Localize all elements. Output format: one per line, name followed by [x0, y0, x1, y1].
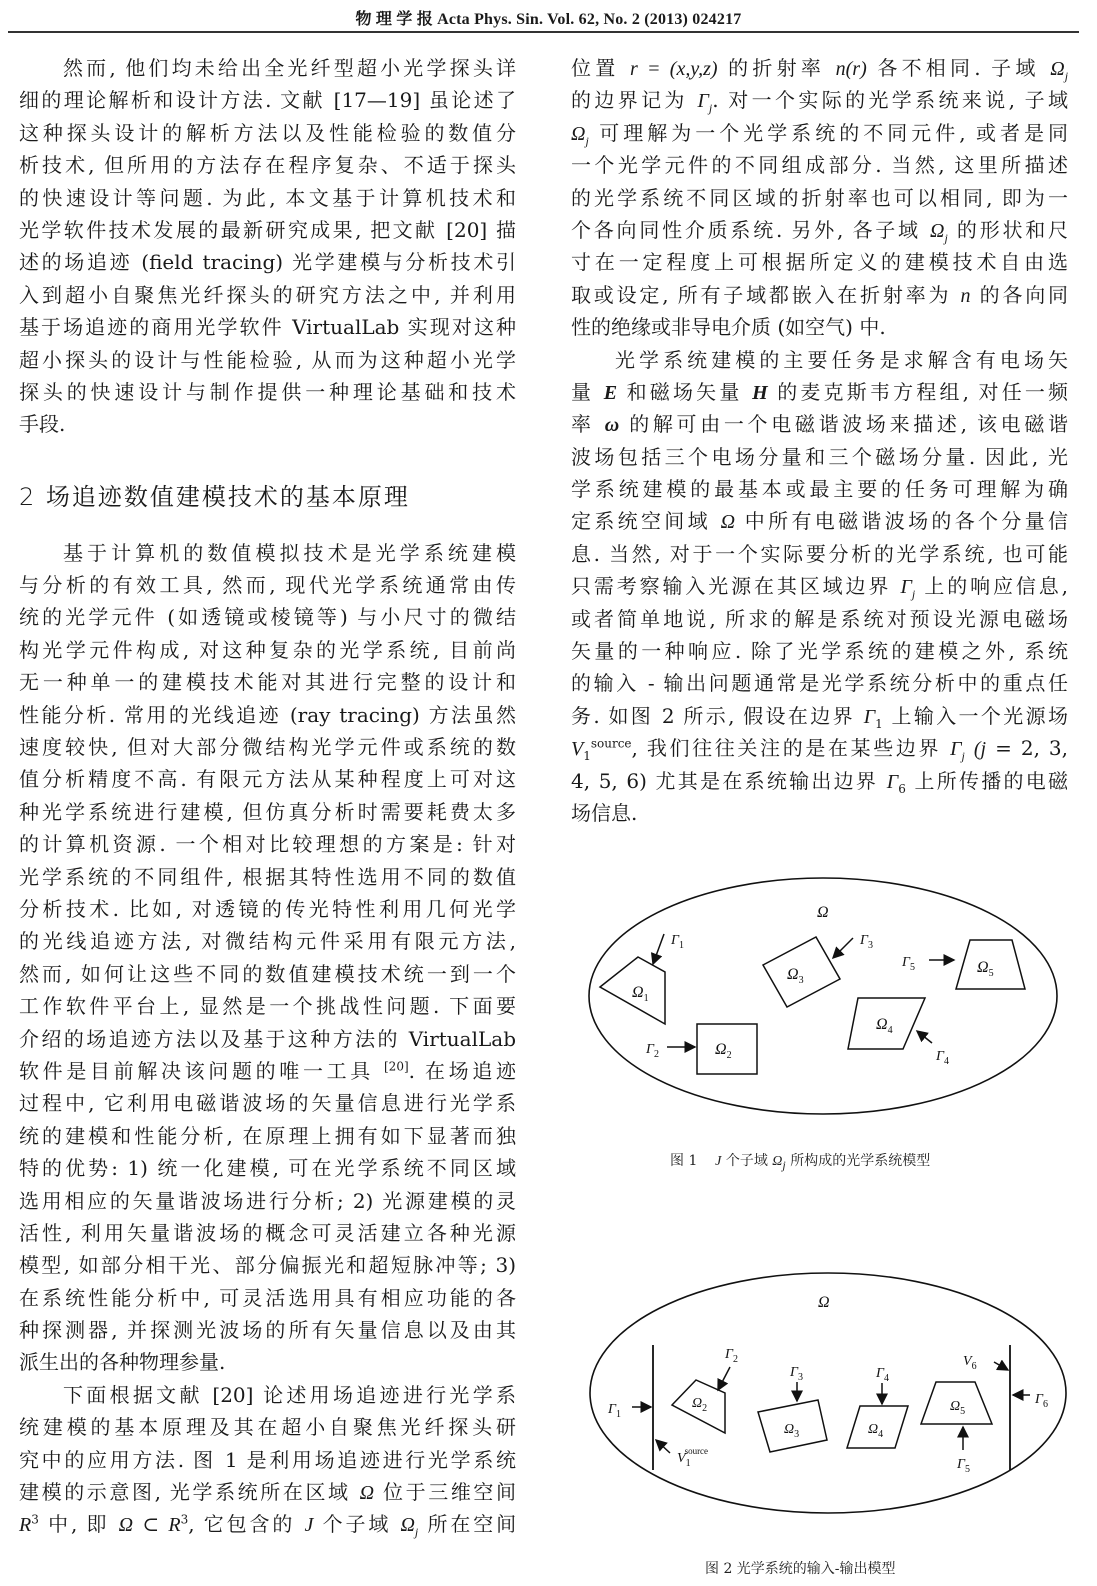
text-line: 或者简单地说, 所求的解是系统对预设光源电磁场 [571, 606, 1068, 631]
label-boundary-4: $\Gamma_4$ [936, 1049, 949, 1067]
text-line: 析技术, 但所用的方法存在程序复杂、不适于探头 [19, 153, 516, 178]
math-sup: 3 [31, 1512, 39, 1527]
text-line: 究中的应用方法. 图 1 是利用场追迹进行光学系统 [19, 1447, 516, 1472]
math-omega: Ω [400, 1514, 415, 1537]
label-boundary-2: $\Gamma_2$ [725, 1347, 738, 1365]
math-omega: Ω [118, 1514, 134, 1537]
text-line [19, 1476, 516, 1508]
text-run: 中所有电磁谐波场的各个分量信 [744, 509, 1069, 534]
subdomain-3-shape [763, 937, 840, 1007]
math-sub-j: j [585, 133, 589, 148]
math-omega: Ω [720, 511, 736, 534]
text-line: 光学软件技术发展的最新研究成果, 把文献 [20] 描 [19, 217, 516, 242]
text-run: 所在空间 [427, 1512, 517, 1537]
text-line [571, 765, 1068, 797]
text-line: 派生出的各种物理参量. [19, 1350, 226, 1375]
label-boundary-5: $\Gamma_5$ [957, 1457, 970, 1475]
math-sub-j: j [414, 1525, 419, 1540]
text-line: 速度较快, 但对大部分微结构光学元件或系统的数 [19, 735, 516, 760]
text-line: 基于计算机的数值模拟技术是光学系统建模 [63, 540, 516, 565]
figure-1 [580, 862, 1070, 1117]
figure-1-caption [670, 1150, 930, 1170]
text-line: 与分析的有效工具, 然而, 现代光学系统通常由传 [19, 573, 516, 598]
label-subdomain-5: $\Omega_5$ [977, 959, 994, 979]
text-line: 的光学系统不同区域的折射率也可以相同, 即为一 [571, 185, 1068, 210]
text-run: . 在场追迹 [408, 1058, 517, 1083]
citation-ref[interactable]: [20] [384, 1059, 409, 1074]
arrow-icon [653, 934, 664, 964]
math-V: V [571, 738, 584, 761]
math-n: n [960, 284, 971, 307]
text-line: 介绍的场追迹方法以及基于这种方法的 VirtualLab [19, 1026, 516, 1051]
math-R: R [19, 1514, 32, 1537]
label-boundary-4: $\Gamma_4$ [876, 1366, 889, 1384]
math-omega: Ω [772, 1154, 783, 1169]
text-line: 细的理论解析和设计方法. 文献 [17—19] 虽论述了 [19, 88, 516, 113]
text-line: 寸在一定程度上可根据所定义的建模技术自由选 [571, 250, 1068, 275]
label-subdomain-4: $\Omega_4$ [868, 1422, 884, 1440]
math-index: n(r) [835, 58, 867, 80]
text-line: 光学系统建模的主要任务是求解含有电场矢 [615, 347, 1068, 372]
math-omega-freq: ω [604, 414, 620, 437]
text-run: 务. 如图 2 所示, 假设在边界 [571, 703, 855, 728]
paragraph-intro [19, 52, 516, 441]
label-subdomain-1: $\Omega_1$ [632, 984, 649, 1004]
text-run: , 它包含的 [188, 1512, 296, 1537]
label-omega: Ω [817, 904, 829, 921]
text-run: 的麦克斯韦方程组, 对任一频 [777, 379, 1069, 404]
text-line: 选用相应的矢量谐波场进行分析; 2) 光源建模的灵 [19, 1188, 516, 1213]
section-heading: 2 场追迹数值建模技术的基本原理 [19, 482, 410, 511]
arrow-icon [917, 1031, 932, 1043]
running-header [0, 0, 1097, 34]
text-line: 然而, 如何让这些不同的数值建模技术统一到一个 [19, 961, 516, 986]
text-line: 特的优势: 1) 统一化建模, 可在光学系统不同区域 [19, 1156, 516, 1181]
text-run: 定系统空间域 [571, 509, 711, 534]
text-line: 统的光学元件 (如透镜或棱镜等) 与小尺寸的微结 [19, 605, 516, 630]
text-line: 这种探头设计的解析方法以及性能检验的数值分 [19, 120, 516, 145]
label-omega: Ω [818, 1294, 830, 1311]
math-j: (j [973, 738, 987, 761]
label-boundary-1: $\Gamma_1$ [671, 933, 684, 951]
math-sub: 6 [898, 781, 906, 796]
text-line: 性能分析. 常用的光线追迹 (ray tracing) 方法虽然 [19, 702, 516, 727]
spacer [19, 441, 516, 463]
text-line: 的光线追迹方法, 对微结构元件采用有限元方法, [19, 929, 516, 954]
text-line: 值分析精度不高. 有限元方法从某种程度上可对这 [19, 767, 516, 792]
text-line: 入到超小自聚焦光纤探头的研究方法之中, 并利用 [19, 282, 516, 307]
math-sub-j: j [944, 230, 948, 245]
figure-2 [580, 1250, 1070, 1520]
label-boundary-1: $\Gamma_1$ [608, 1402, 621, 1420]
label-subdomain-2: $\Omega_2$ [692, 1396, 708, 1414]
figure-2-caption: 图 2 光学系统的输入-输出模型 [705, 1561, 896, 1577]
text-line: 矢量的一种响应. 除了光学系统的建模之外, 系统 [571, 639, 1068, 664]
text-line: 的快速设计等问题. 为此, 本文基于计算机技术和 [19, 185, 516, 210]
text-line: 学系统建模的最基本或最主要的任务可理解为确 [571, 477, 1068, 502]
text-run: 4, 5, 6) 尤其是在系统输出边界 [571, 768, 879, 793]
math-sub-j: j [911, 587, 916, 602]
text-run: 软件是目前解决该问题的唯一工具 [19, 1058, 374, 1083]
text-line: 基于场追迹的商用光学软件 VirtualLab 实现对这种 [19, 315, 516, 340]
text-line [571, 279, 1068, 311]
text-line: 息. 当然, 对于一个实际要分析的光学系统, 也可能 [571, 541, 1068, 566]
text-line: 超小探头的设计与性能检验, 从而为这种超小光学 [19, 347, 516, 372]
text-run: 上的响应信息, [924, 574, 1069, 599]
text-line: 种光学系统进行建模, 但仿真分析时需要耗费太多 [19, 799, 516, 824]
text-line: 构光学元件构成, 对这种复杂的光学系统, 目前尚 [19, 637, 516, 662]
text-run: 率 [571, 412, 595, 437]
text-run: 上所传播的电磁 [914, 768, 1069, 793]
text-line: 场信息. [571, 800, 638, 825]
header-rule [8, 31, 1079, 33]
math-sup: source [590, 736, 632, 751]
arrow-icon [833, 938, 853, 958]
math-H: H [752, 381, 768, 404]
text-line [571, 84, 1068, 116]
text-line [19, 1055, 516, 1087]
label-boundary-5: $\Gamma_5$ [902, 955, 915, 973]
math-gamma: Γ [863, 705, 876, 728]
figure-1-diagram [580, 862, 1070, 1117]
arrow-icon [994, 1362, 1008, 1370]
text-run: 个子域 [322, 1512, 392, 1537]
caption-text: 个子域 [725, 1153, 768, 1169]
text-line: 述的场追迹 (field tracing) 光学建模与分析技术引 [19, 250, 516, 275]
math-gamma: Γ [900, 576, 912, 599]
math-position: r = (x,y,z) [630, 58, 718, 80]
text-run: 位置 [571, 56, 620, 80]
text-line [571, 408, 1068, 440]
math-E: E [603, 381, 618, 404]
label-output-field: $V_6$ [963, 1354, 977, 1372]
subdomain-2-shape [697, 1024, 757, 1074]
text-line: 无一种单一的建模技术能对其进行完整的设计和 [19, 670, 516, 695]
text-line: 活性, 利用矢量谐波场的概念可灵活建立各种光源 [19, 1220, 516, 1245]
text-line: 一个光学元件的不同组成部分. 当然, 这里所描述 [571, 153, 1068, 178]
text-line: 下面根据文献 [20] 论述用场追迹进行光学系 [63, 1382, 516, 1407]
text-run: 各不相同. 子域 [877, 56, 1040, 80]
math-omega: Ω [1050, 58, 1065, 80]
math-omega: Ω [929, 219, 945, 242]
math-omega: Ω [359, 1482, 375, 1505]
text-run: 可理解为一个光学系统的不同元件, 或者是同 [599, 120, 1069, 145]
text-line [571, 214, 1068, 246]
label-boundary-2: $\Gamma_2$ [646, 1042, 659, 1060]
caption-number: 图 1 [670, 1153, 698, 1169]
text-line: 工作软件平台上, 显然是一个挑战性问题. 下面要 [19, 994, 516, 1019]
text-line [571, 117, 1068, 149]
math-gamma: Γ [886, 770, 899, 793]
caption-text: 所构成的光学系统模型 [790, 1153, 931, 1169]
text-run: 量 [571, 379, 595, 404]
label-subdomain-5: $\Omega_5$ [950, 1399, 966, 1417]
text-run: 的边界记为 [571, 88, 688, 113]
text-line [571, 52, 1068, 84]
text-line: 的计算机资源. 一个相对比较理想的方案是: 针对 [19, 832, 516, 857]
text-line: 模型, 如部分相干光、部分偏振光和超短脉冲等; 3) [19, 1253, 516, 1278]
text-line [571, 700, 1068, 732]
text-run: 只需考察输入光源在其区域边界 [571, 574, 892, 599]
math-J: J [715, 1154, 722, 1169]
math-sub-j: j [1064, 69, 1069, 83]
text-run: 的折射率 [728, 56, 826, 80]
paragraph-maxwell [571, 344, 1068, 830]
subdomain-5-shape [956, 940, 1025, 989]
text-run: 个各向同性介质系统. 另外, 各子域 [571, 217, 921, 242]
arrow-icon [718, 1367, 730, 1390]
label-subdomain-4: $\Omega_4$ [876, 1016, 893, 1036]
text-run: 和磁场矢量 [626, 379, 743, 404]
figure-2-diagram [580, 1250, 1070, 1520]
text-line [571, 505, 1068, 537]
paragraph-method [19, 1379, 516, 1541]
text-line: 波场包括三个电场分量和三个磁场分量. 因此, 光 [571, 444, 1068, 469]
label-subdomain-3: $\Omega_3$ [787, 966, 804, 986]
text-line: 过程中, 它利用电磁谐波场的矢量信息进行光学系 [19, 1091, 516, 1116]
right-column [571, 52, 1068, 829]
math-sub-j: j [782, 1157, 786, 1172]
text-line [571, 376, 1068, 408]
text-run: 建模的示意图, 光学系统所在区域 [19, 1480, 351, 1505]
text-run: 的各向同 [979, 282, 1069, 307]
text-line: 统的建模和性能分析, 在原理上拥有如下显著而独 [19, 1123, 516, 1148]
label-boundary-3: $\Gamma_3$ [790, 1365, 803, 1383]
math-R: R [168, 1514, 181, 1537]
text-line: 性的绝缘或非导电介质 (如空气) 中. [571, 315, 886, 340]
text-line [571, 732, 1068, 764]
math-omega: Ω [571, 122, 586, 145]
text-run: 的解可由一个电磁谐波场来描述, 该电磁谐 [629, 412, 1068, 437]
text-run: 中, 即 [48, 1512, 110, 1537]
math-gamma: Γ [950, 738, 962, 761]
text-line: 分析技术. 比如, 对透镜的传光特性利用几何光学 [19, 896, 516, 921]
label-source: $V_1source$ [677, 1446, 709, 1469]
text-run: . 对一个实际的光学系统来说, 子域 [712, 88, 1068, 113]
math-gamma: Γ [697, 90, 709, 113]
journal-header: 物 理 学 报 Acta Phys. Sin. Vol. 62, No. 2 (2013) 024217 [355, 11, 742, 28]
math-sub: 1 [875, 716, 883, 731]
text-line: 探头的快速设计与制作提供一种理论基础和技术 [19, 379, 516, 404]
math-sup: 3 [180, 1512, 189, 1527]
text-run: 位于三维空间 [383, 1480, 517, 1505]
arrow-icon [656, 1440, 670, 1453]
math-J: J [304, 1514, 314, 1537]
text-line [571, 570, 1068, 602]
text-line: 在系统性能分析中, 可灵活选用具有相应功能的各 [19, 1285, 516, 1310]
text-line: 种探测器, 并探测光波场的所有矢量信息以及由其 [19, 1318, 516, 1343]
label-boundary-3: $\Gamma_3$ [860, 933, 873, 951]
text-run: , 我们往往关注的是在某些边界 [631, 736, 942, 761]
text-line [19, 1508, 516, 1540]
text-line: 然而, 他们均未给出全光纤型超小光学探头详 [63, 56, 516, 80]
text-line: 统建模的基本原理及其在超小自聚焦光纤探头研 [19, 1415, 516, 1440]
label-subdomain-3: $\Omega_3$ [784, 1422, 800, 1440]
math-subset: ⊂ [142, 1512, 160, 1537]
left-column [19, 52, 516, 1541]
paragraph-principle [19, 537, 516, 1379]
text-run: = 2, 3, [995, 736, 1069, 761]
math-sub-j: j [961, 749, 965, 764]
math-sub-j: j [708, 101, 713, 116]
text-line: 的输入 - 输出问题通常是光学系统分析中的重点任 [571, 671, 1068, 696]
text-line: 手段. [19, 412, 66, 437]
text-run: 取或设定, 所有子域都嵌入在折射率为 [571, 282, 952, 307]
text-line: 光学系统的不同组件, 根据其特性选用不同的数值 [19, 864, 516, 889]
label-boundary-6: $\Gamma_6$ [1035, 1392, 1048, 1410]
label-subdomain-2: $\Omega_2$ [715, 1041, 732, 1061]
text-run: 的形状和尺 [956, 217, 1069, 242]
text-run: 上输入一个光源场 [891, 703, 1069, 728]
math-sub: 1 [583, 749, 591, 764]
paragraph-subdomains [571, 52, 1068, 344]
